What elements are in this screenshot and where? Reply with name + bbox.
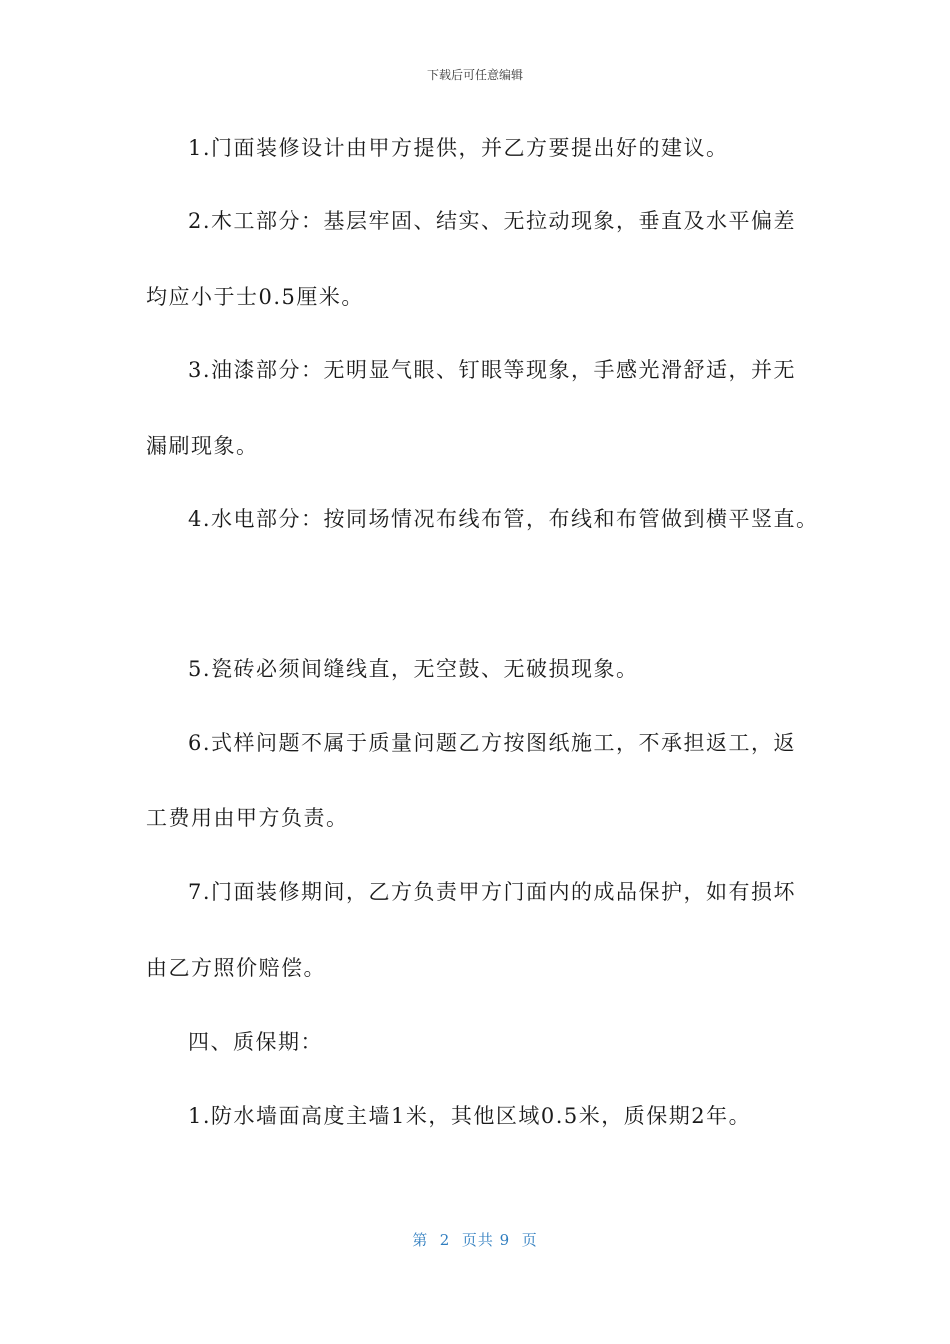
paragraph-line: 3.油漆部分：无明显气眼、钉眼等现象，手感光滑舒适，并无 xyxy=(188,358,797,382)
paragraph-line: 1.门面装修设计由甲方提供，并乙方要提出好的建议。 xyxy=(188,136,729,160)
paragraph-line: 6.式样问题不属于质量问题乙方按图纸施工，不承担返工，返 xyxy=(188,731,797,755)
paragraph-line: 由乙方照价赔偿。 xyxy=(146,956,326,980)
paragraph-line: 4.水电部分：按同场情况布线布管，布线和布管做到横平竖直。 xyxy=(188,507,819,531)
paragraph-line: 2.木工部分：基层牢固、结实、无拉动现象，垂直及水平偏差 xyxy=(188,209,797,233)
section-heading: 四、质保期： xyxy=(188,1030,323,1054)
paragraph-line: 工费用由甲方负责。 xyxy=(146,806,349,830)
paragraph-line: 均应小于士0.5厘米。 xyxy=(146,285,364,309)
page-footer: 第 2 页共 9 页 xyxy=(412,1231,538,1249)
paragraph-line: 1.防水墙面高度主墙1米，其他区域0.5米，质保期2年。 xyxy=(188,1104,752,1128)
paragraph-line: 5.瓷砖必须间缝线直，无空鼓、无破损现象。 xyxy=(188,657,639,681)
paragraph-line: 7.门面装修期间，乙方负责甲方门面内的成品保护，如有损坏 xyxy=(188,880,797,904)
page-header: 下载后可任意编辑 xyxy=(426,68,523,82)
paragraph-line: 漏刷现象。 xyxy=(146,434,259,458)
